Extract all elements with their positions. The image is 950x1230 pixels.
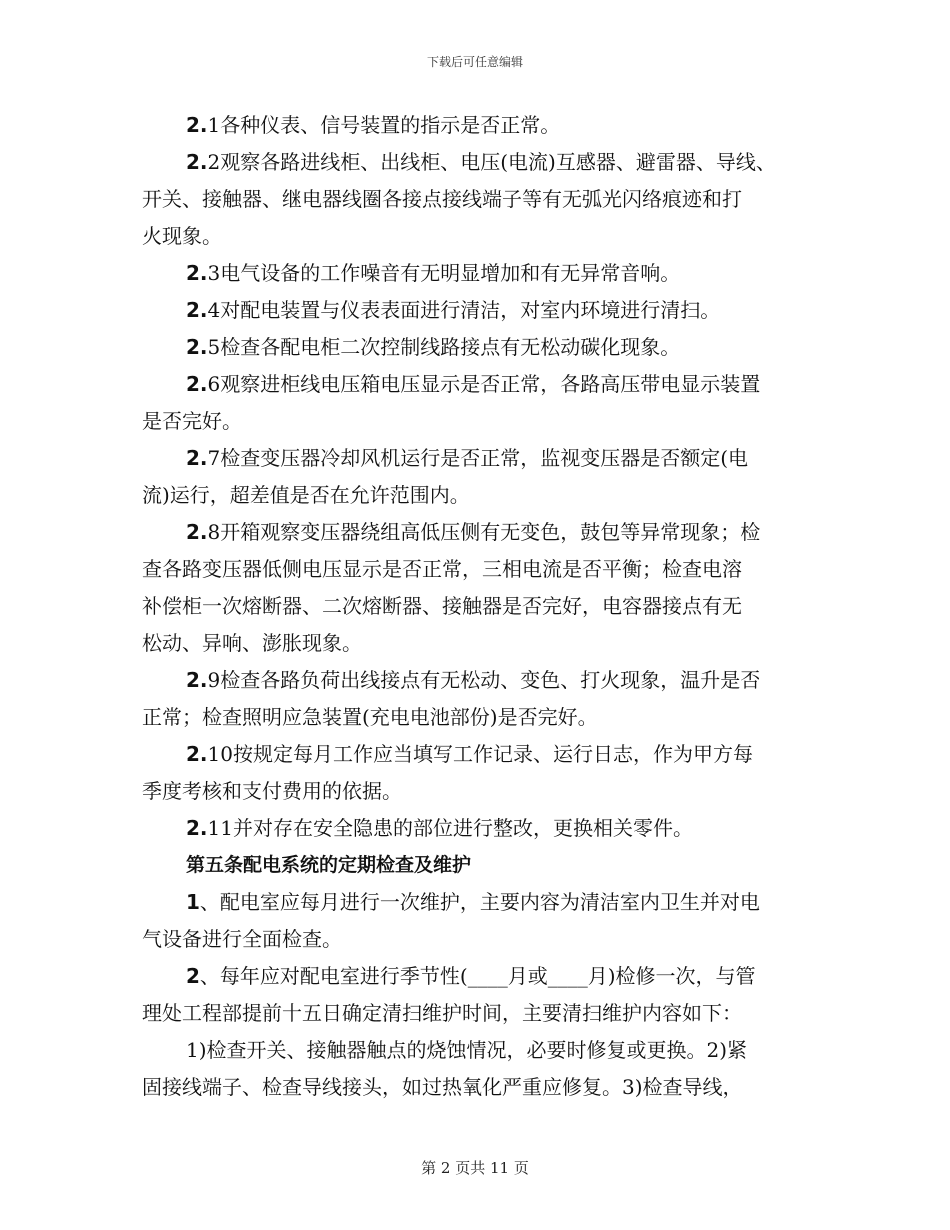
- clause-number: 2.: [186, 372, 208, 396]
- clause-text: 按规定每月工作应当填写工作记录、运行日志，作为甲方每: [232, 742, 753, 766]
- clause-number: 2.: [186, 261, 208, 285]
- clause-subnumber: 10: [207, 742, 233, 766]
- clause-text: 检查变压器冷却风机运行是否正常，监视变压器是否额定(电: [220, 446, 749, 470]
- clause-2-3: [142, 255, 822, 292]
- clause-subnumber: 6: [207, 372, 221, 396]
- clause-line: [142, 736, 822, 773]
- clause-line: [142, 144, 822, 181]
- clause-2-8: [142, 514, 822, 662]
- clause-number: 1: [186, 890, 200, 914]
- clause-number: 2.: [186, 668, 208, 692]
- clause-2-10: [142, 736, 822, 810]
- clause-text: 查各路变压器低侧电压显示是否正常，三相电流是否平衡；检查电溶: [142, 557, 742, 581]
- clause-number: 2.: [186, 335, 208, 359]
- clause-number: 2: [186, 964, 200, 988]
- clause-line: [142, 514, 822, 551]
- clause-line: [142, 366, 822, 403]
- clause-line: [142, 810, 822, 847]
- clause-subnumber: 11: [207, 816, 233, 840]
- clause-line: [142, 958, 822, 995]
- clause-text: 各种仪表、信号装置的指示是否正常。: [220, 113, 561, 137]
- clause-subnumber: 9: [207, 668, 221, 692]
- clause-line: [142, 662, 822, 699]
- clause-text: 开关、接触器、继电器线圈各接点接线端子等有无弧光闪络痕迹和打: [142, 187, 742, 211]
- clause-subnumber: 7: [207, 446, 221, 470]
- document-body: [142, 107, 822, 1106]
- clause-subnumber: 2: [207, 150, 221, 174]
- clause-text: 、每年应对配电室进行季节性(____月或____月)检修一次，与管: [199, 964, 756, 988]
- clause-number: 2.: [186, 150, 208, 174]
- clause-text: 检查各配电柜二次控制线路接点有无松动碳化现象。: [220, 335, 681, 359]
- clause-number: 2.: [186, 816, 208, 840]
- clause-number: 2.: [186, 446, 208, 470]
- clause-text: 流)运行，超差值是否在允许范围内。: [142, 483, 470, 507]
- clause-line: [142, 107, 822, 144]
- maintenance-item-2: [142, 958, 822, 1032]
- clause-subnumber: 8: [207, 520, 221, 544]
- clause-subnumber: 5: [207, 335, 221, 359]
- clause-2-7: [142, 440, 822, 514]
- clause-line: [142, 255, 822, 292]
- clause-line: [142, 440, 822, 477]
- clause-line: [142, 329, 822, 366]
- clause-text: 对配电装置与仪表表面进行清洁，对室内环境进行清扫。: [220, 298, 721, 322]
- clause-text: 检查各路负荷出线接点有无松动、变色、打火现象，温升是否: [220, 668, 761, 692]
- clause-text: 正常；检查照明应急装置(充电电池部份)是否完好。: [142, 705, 598, 729]
- clause-subnumber: 3: [207, 261, 221, 285]
- clause-text: 固接线端子、检查导线接头，如过热氧化严重应修复。3)检查导线，: [142, 1075, 743, 1099]
- clause-line: [142, 884, 822, 921]
- page-header: 下载后可任意编辑: [426, 55, 523, 69]
- clause-2-11: [142, 810, 822, 847]
- clause-subnumber: 1: [207, 113, 221, 137]
- clause-number: 2.: [186, 520, 208, 544]
- section-heading: 第五条配电系统的定期检查及维护: [186, 854, 472, 876]
- clause-text: 观察进柜线电压箱电压显示是否正常，各路高压带电显示装置: [220, 372, 761, 396]
- clause-2-1: [142, 107, 822, 144]
- clause-2-5: [142, 329, 822, 366]
- clause-number: 2.: [186, 298, 208, 322]
- clause-2-6: [142, 366, 822, 440]
- clause-text: 是否完好。: [142, 409, 242, 433]
- clause-text: 、配电室应每月进行一次维护，主要内容为清洁室内卫生并对电: [199, 890, 760, 914]
- clause-text: 开箱观察变压器绕组高低压侧有无变色，鼓包等异常现象；检: [220, 520, 761, 544]
- clause-2-4: [142, 292, 822, 329]
- clause-number: 2.: [186, 113, 208, 137]
- clause-text: 观察各路进线柜、出线柜、电压(电流)互感器、避雷器、导线、: [220, 150, 776, 174]
- maintenance-subitems: [142, 1032, 822, 1106]
- clause-text: 火现象。: [142, 224, 222, 248]
- clause-text: 季度考核和支付费用的依据。: [142, 779, 402, 803]
- clause-2-9: [142, 662, 822, 736]
- clause-text: 补偿柜一次熔断器、二次熔断器、接触器是否完好，电容器接点有无: [142, 594, 742, 618]
- clause-text: 1)检查开关、接触器触点的烧蚀情况，必要时修复或更换。2)紧: [186, 1038, 748, 1062]
- clause-number: 2.: [186, 742, 208, 766]
- clause-2-2: [142, 144, 822, 255]
- clause-text: 理处工程部提前十五日确定清扫维护时间，主要清扫维护内容如下：: [142, 1001, 742, 1025]
- clause-text: 并对存在安全隐患的部位进行整改，更换相关零件。: [232, 816, 693, 840]
- clause-line: [142, 292, 822, 329]
- clause-text: 电气设备的工作噪音有无明显增加和有无异常音响。: [220, 261, 681, 285]
- maintenance-item-1: [142, 884, 822, 958]
- page-footer: 第 2 页共 11 页: [421, 1159, 529, 1177]
- clause-text: 气设备进行全面检查。: [142, 927, 342, 951]
- clause-text: 松动、异响、澎胀现象。: [142, 631, 362, 655]
- clause-subnumber: 4: [207, 298, 221, 322]
